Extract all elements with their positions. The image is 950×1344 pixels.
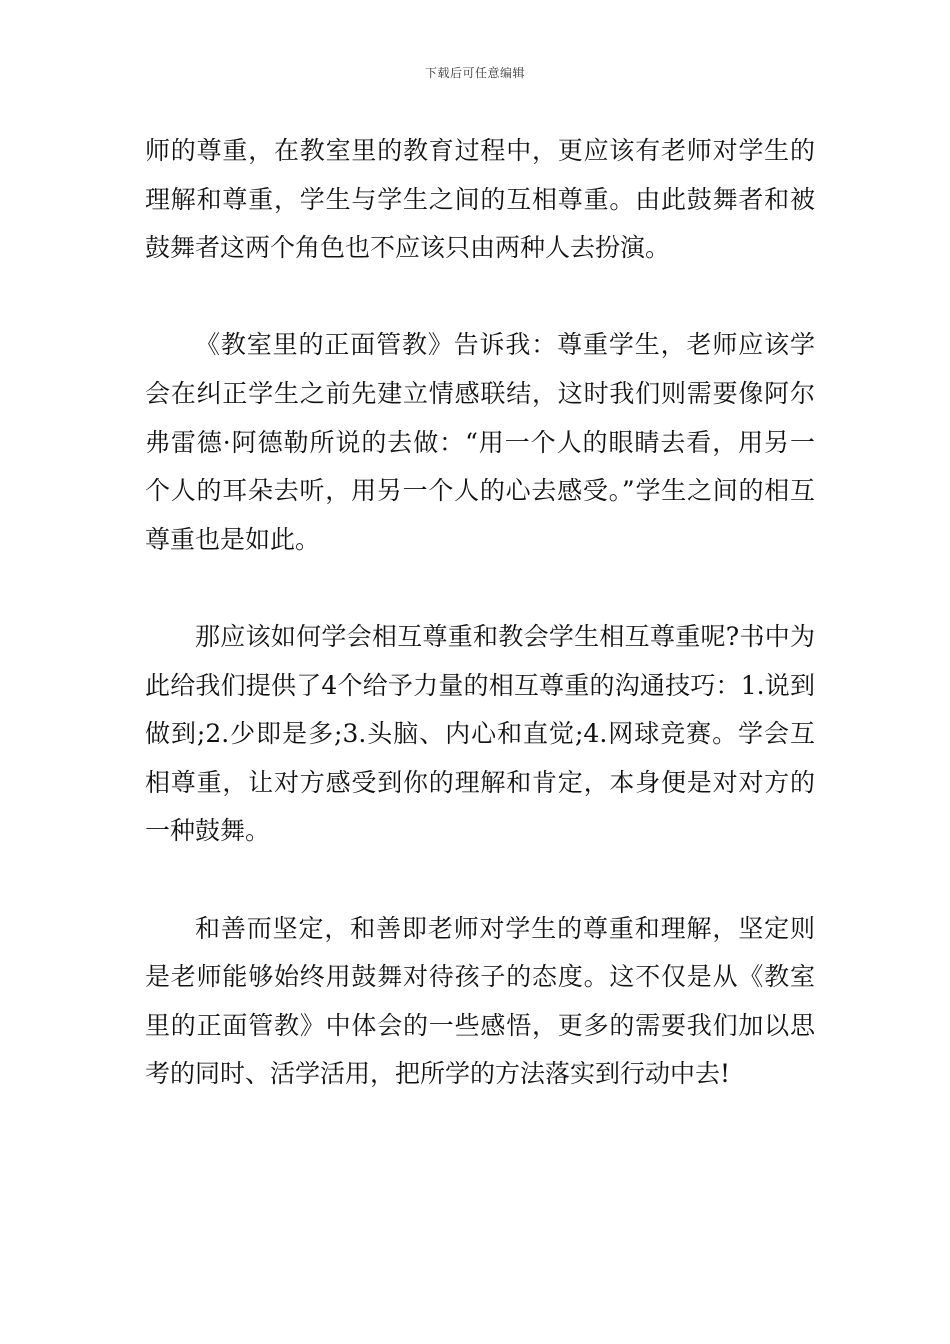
paragraph-respect-students: 《教室里的正面管教》告诉我：尊重学生，老师应该学会在纠正学生之前先建立情感联结，这时我们则需要像阿尔弗雷德·阿德勒所说的去做：“用一个人的眼睛去看，用另一个人的耳朵去听，用另一个人的心去感受。”学生之间的相互尊重也是如此。 xyxy=(145,330,815,554)
paragraph-gap xyxy=(145,273,815,322)
page-header-note: 下载后可任意编辑 xyxy=(424,66,525,80)
paragraph-continuation: 师的尊重，在教室里的教育过程中，更应该有老师对学生的理解和尊重，学生与学生之间的互相尊重。由此鼓舞者和被鼓舞者这两个角色也不应该只由两种人去扮演。 xyxy=(145,136,815,263)
document-body xyxy=(145,127,815,1099)
paragraph-communication-skills: 那应该如何学会相互尊重和教会学生相互尊重呢?书中为此给我们提供了4个给予力量的相互尊重的沟通技巧：1.说到做到;2.少即是多;3.头脑、内心和直觉;4.网球竞赛。学会互相尊重，让对方感受到你的理解和肯定，本身便是对对方的一种鼓舞。 xyxy=(145,621,815,846)
paragraph-gap xyxy=(145,856,815,905)
paragraph-gap xyxy=(145,564,815,613)
paragraph-kind-and-firm: 和善而坚定，和善即老师对学生的尊重和理解，坚定则是老师能够始终用鼓舞对待孩子的态度。这不仅是从《教室里的正面管教》中体会的一些感悟，更多的需要我们加以思考的同时、活学活用，把所学的方法落实到行动中去! xyxy=(145,913,815,1089)
